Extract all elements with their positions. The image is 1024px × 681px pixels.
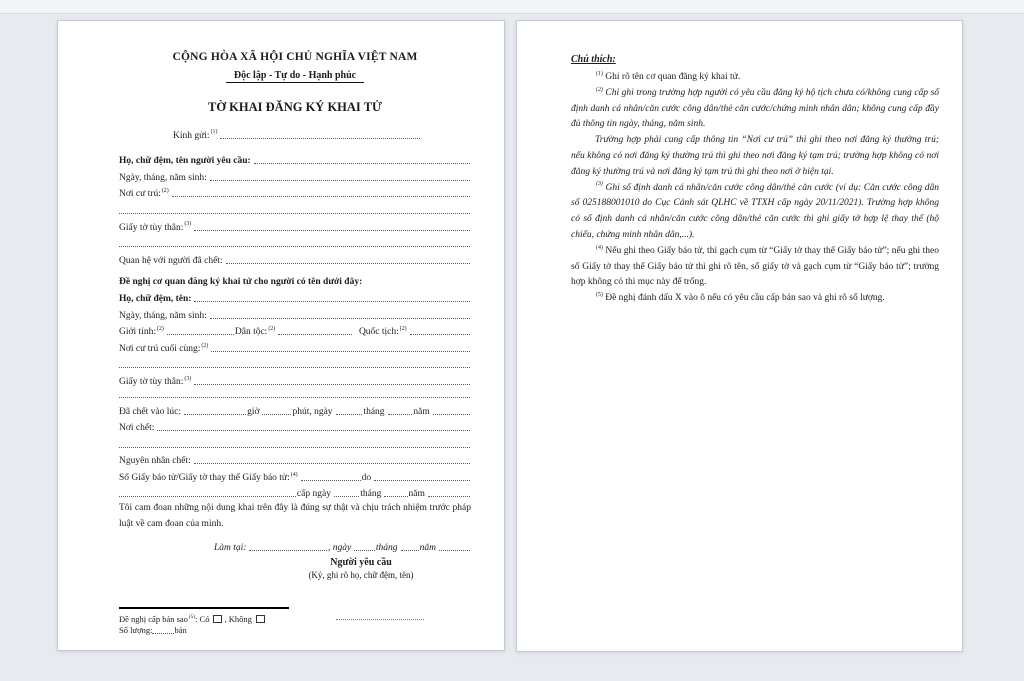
footnote-separator	[119, 607, 289, 609]
leader-line	[278, 334, 352, 335]
copy-request-line: Đề nghị cấp bản sao$^{(5)}$: Có , Không	[119, 613, 419, 624]
leader-line	[119, 367, 470, 368]
leader-line	[410, 334, 470, 335]
dotted-signature-segment	[336, 619, 424, 620]
leader-line	[220, 138, 420, 139]
field-place-of-death: Nơi chết:	[119, 417, 471, 434]
leader-line	[210, 318, 470, 319]
field-cause-of-death: Nguyên nhân chết:	[119, 450, 471, 467]
copy-request-footnote	[119, 607, 419, 635]
national-title: CỘNG HÒA XÃ HỘI CHỦ NGHĨA VIỆT NAM	[172, 51, 418, 63]
national-motto: Độc lập - Tự do - Hạnh phúc	[226, 70, 364, 83]
leader-line	[119, 246, 470, 247]
leader-line	[194, 301, 470, 302]
leader-line	[262, 414, 291, 415]
signature-block	[261, 557, 461, 580]
leader-line	[301, 480, 361, 481]
field-kinh-gui: Kính gửi:$^{(1)}$	[173, 124, 421, 141]
leader-line	[210, 180, 470, 181]
leader-line	[249, 550, 327, 551]
blank-line	[119, 433, 471, 450]
notes-title: Chú thích:	[571, 54, 616, 65]
field-sex-ethnic-nationality: Giới tính:$^{(2)}$ Dân tộc:$^{(2)}$ Quốc tịch:$^{(2)}$	[119, 321, 471, 338]
leader-line	[354, 550, 375, 551]
blank-line	[119, 233, 471, 250]
leader-line	[119, 213, 470, 214]
signer-role: Người yêu cầu	[330, 557, 392, 569]
field-requester-name: Họ, chữ đệm, tên người yêu cầu:	[119, 150, 471, 167]
leader-line	[119, 397, 470, 398]
leader-line	[334, 496, 359, 497]
leader-line	[374, 480, 470, 481]
leader-line	[119, 447, 470, 448]
leader-line	[172, 196, 470, 197]
blank-line	[119, 387, 471, 400]
commitment-paragraph: Tôi cam đoan những nội dung khai trên đây là đúng sự thật và chịu trách nhiệm trước pháp luật về cam đoan của mình.	[119, 503, 471, 530]
field-issue-date: cấp ngày tháng năm	[119, 483, 471, 500]
leader-line	[211, 351, 470, 352]
field-residence: Nơi cư trú:$^{(2)}$	[119, 183, 471, 200]
field-deceased-id: Giấy tờ tùy thân:$^{(3)}$	[119, 370, 471, 387]
note-4: $^{(4)}$ Nếu ghi theo Giấy báo tử, thì gạch cụm từ “Giấy tờ thay thế Giấy báo tử”; nếu ghi theo số Giấy tờ thay thế Giấy báo tử thì ghi rõ tên, số giấy tờ và gạch cụm từ “Giấy báo tử”; trường hợp không có thì mục này để trống.	[571, 244, 940, 288]
copy-quantity-line: Số lượng: bản	[119, 624, 187, 635]
leader-line	[184, 414, 246, 415]
note-3: $^{(3)}$ Ghi số định danh cá nhân/căn cước công dân/thẻ căn cước (ví dụ: Căn cước công dân số 025188001010 do Cục Cảnh sát QLHC về TTXH cấp ngày 20/11/2021). Trường hợp không có số định danh cá nhân/căn cước công dân/thẻ căn cước thì ghi giấy tờ hợp lệ thay thế (hộ chiếu, chứng minh nhân dân,...).	[571, 181, 939, 240]
checkbox-no	[256, 615, 265, 623]
leader-line	[119, 496, 296, 497]
field-requester-id: Giấy tờ tùy thân:$^{(3)}$	[119, 216, 471, 233]
national-header	[119, 51, 471, 83]
field-relationship: Quan hệ với người đã chết:	[119, 249, 471, 266]
field-time-of-death: Đã chết vào lúc: giờ phút, ngày tháng năm	[119, 400, 471, 417]
signature-instruction: (Ký, ghi rõ họ, chữ đệm, tên)	[308, 570, 414, 581]
note-1: $^{(1)}$ Ghi rõ tên cơ quan đăng ký khai tử.	[596, 70, 741, 82]
field-deceased-name: Họ, chữ đệm, tên:	[119, 287, 471, 304]
leader-line	[384, 496, 407, 497]
field-last-residence: Nơi cư trú cuối cùng:$^{(2)}$	[119, 337, 471, 354]
field-requester-dob: Ngày, tháng, năm sinh:	[119, 166, 471, 183]
note-2: $^{(2)}$ Chỉ ghi trong trường hợp người có yêu cầu đăng ký hộ tịch chưa có/không cung cấp số định danh cá nhân/căn cước công dân/thẻ căn cước/chứng minh nhân dân; không cung cấp đầy đủ thông tin ngày, tháng, năm sinh.	[571, 86, 940, 130]
page-2	[516, 20, 963, 652]
leader-line	[388, 414, 413, 415]
leader-line	[336, 414, 363, 415]
leader-line	[433, 414, 470, 415]
leader-line	[167, 334, 234, 335]
checkbox-yes	[213, 615, 222, 623]
page-1	[57, 20, 505, 651]
leader-line	[194, 463, 470, 464]
form-title: TỜ KHAI ĐĂNG KÝ KHAI TỬ	[208, 100, 382, 114]
section-heading: Đề nghị cơ quan đăng ký khai tử cho người có tên dưới đây:	[119, 277, 363, 288]
note-5: $^{(5)}$ Đề nghị đánh dấu X vào ô nếu có yêu cầu cấp bản sao và ghi rõ số lượng.	[596, 292, 885, 304]
note-residence-paragraph: Trường hợp phải cung cấp thông tin “Nơi cư trú” thì ghi theo nơi đăng ký thường trú; nếu không có nơi đăng ký thường trú thì ghi theo nơi đăng ký tạm trú; trường hợp không có nơi đăng ký thường trú và nơi đăng ký tạm trú thì ghi theo nơi ở hiện tại.	[571, 135, 939, 177]
leader-line	[428, 496, 470, 497]
leader-line	[439, 550, 470, 551]
field-made-at: Làm tại: , ngày tháng năm	[214, 537, 471, 554]
leader-line	[401, 550, 419, 551]
blank-line	[119, 199, 471, 216]
leader-line	[254, 163, 470, 164]
leader-line	[226, 263, 470, 264]
field-deceased-dob: Ngày, tháng, năm sinh:	[119, 304, 471, 321]
blank-line	[119, 354, 471, 371]
field-death-notice-number: Số Giấy báo tử/Giấy tờ thay thế Giấy báo tử:$^{(4)}$ do	[119, 466, 471, 483]
leader-line	[157, 430, 470, 431]
leader-line	[194, 230, 470, 231]
leader-line	[152, 626, 174, 634]
leader-line	[194, 384, 470, 385]
viewer-top-strip	[0, 0, 1024, 14]
